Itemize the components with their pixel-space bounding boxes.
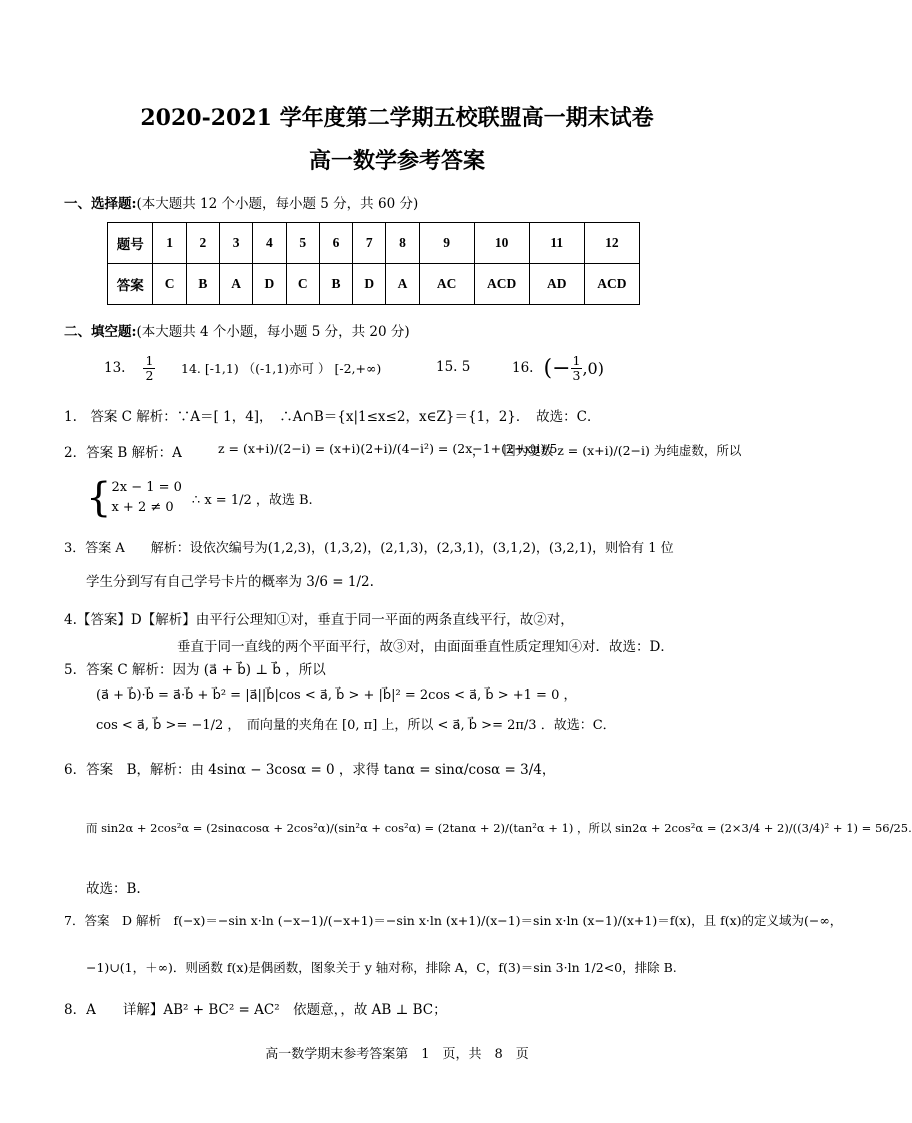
table-cell: 5 [286,223,319,264]
left-brace-icon: { [86,475,112,521]
q13-frac-num: 1 [145,352,154,368]
q1-solution: 1. 答案 C 解析：∵A＝[ 1，4]， ∴A∩B＝{x|1≤x≤2，x∈Z}＝{1，2}． 故选：C． [64,409,601,425]
q3-line2: 学生分到写有自己学号卡片的概率为 3/6 = 1/2. [86,574,374,590]
section-choice-note: (本大题共 12 个小题，每小题 5 分，共 60 分) [136,196,419,212]
q2-system-lines [111,478,181,518]
table-cell: C [286,264,319,305]
fill-q15: 15. 5 [436,359,471,375]
table-cell: AC [419,264,474,305]
fill-q14: 14. [-1,1) （(-1,1)亦可 ） [-2,+∞) [181,361,382,376]
q13-fraction [143,354,155,383]
table-cell: C [153,264,186,305]
table-row-answers [108,264,640,305]
table-cell: 11 [529,223,584,264]
table-cell: 3 [219,223,252,264]
section-choice-label: 一、选择题: [64,196,137,212]
table-cell: B [319,264,352,305]
q16-open: (− [543,355,571,381]
section-fill-note: (本大题共 4 个小题，每小题 5 分，共 20 分) [136,324,410,340]
q6-line1: 6．答案 B，解析：由 4sinα − 3cosα = 0 ，求得 tanα = sinα/cosα = 3/4， [64,762,556,778]
table-cell: AD [529,264,584,305]
q3-line1: 3．答案 A 解析：设依次编号为(1,2,3)，(1,3,2)，(2,1,3)，(2,3,1)，(3,1,2)，(3,2,1)，则恰有 1 位 [64,541,674,556]
q6-line2: 而 sin2α + 2cos²α = (2sinαcosα + 2cos²α)/(sin²α + cos²α) = (2tanα + 2)/(tan²α + 1) ，所以 sin2α + 2cos²α = (2×3/4 + 2)/((3/4)² + 1) = 56/25. [86,821,912,835]
q2-sys-line2: x + 2 ≠ 0 [111,500,174,515]
table-cell: B [186,264,219,305]
q2-formula: z = (x+i)/(2−i) = (x+i)(2+i)/(4−i²) = (2x−1+(2+x)i)/5 [218,441,558,456]
table-cell: 10 [474,223,529,264]
table-cell: ACD [474,264,529,305]
answer-table [107,222,640,305]
fill-q13 [104,350,155,386]
q4-line1: 4.【答案】D【解析】由平行公理知①对，垂直于同一平面的两条直线平行，故②对， [64,612,574,628]
q5-line3: cos < a⃗, b⃗ >= −1/2 ， 而向量的夹角在 [0, π] 上，所以 < a⃗, b⃗ >= 2π/3 ．故选：C． [96,718,616,733]
q13-number: 13. [104,360,126,376]
table-cell: ACD [584,264,639,305]
answer-key-title: 高一数学参考答案 [308,148,485,174]
table-cell: 1 [153,223,186,264]
q2-lead: 2．答案 B 解析：A [64,445,182,461]
table-cell: 9 [419,223,474,264]
q5-line2: (a⃗ + b⃗)·b⃗ = a⃗·b⃗ + b⃗² = |a⃗||b⃗|cos < a⃗, b⃗ > + |b⃗|² = 2cos < a⃗, b⃗ > +1 = 0 ， [96,688,577,703]
q8-line: 8．A 详解】AB² + BC² = AC² 依题意，，故 AB ⊥ BC； [64,1002,447,1018]
q5-line1: 5．答案 C 解析：因为 (a⃗ + b⃗) ⊥ b⃗ ，所以 [64,662,326,678]
table-cell: A [386,264,419,305]
table-row-numbers [108,223,640,264]
q16-close: ,0) [582,358,604,378]
q6-line3: 故选：B. [86,881,141,897]
q13-frac-den: 2 [145,367,154,383]
table-cell: D [253,264,286,305]
exam-title: 2020-2021 学年度第二学期五校联盟高一期末试卷 [140,105,654,131]
fill-q16 [512,348,604,388]
q16-frac-num: 1 [572,352,581,368]
q4-line2: 垂直于同一直线的两个平面平行，故③对，由面面垂直性质定理知④对．故选：D． [177,639,674,655]
table-cell: 7 [353,223,386,264]
table-cell: 4 [253,223,286,264]
q2-tail: ， 因为复数 z = (x+i)/(2−i) 为纯虚数，所以 [472,443,742,458]
table-cell: 8 [386,223,419,264]
table-cell: 6 [319,223,352,264]
page-footer: 高一数学期末参考答案第 1 页，共 8 页 [265,1047,529,1062]
q16-number: 16. [512,360,534,376]
table-cell: 12 [584,223,639,264]
table-row-label: 答案 [108,264,153,305]
table-cell: A [219,264,252,305]
q2-sys-line1: 2x − 1 = 0 [111,480,182,495]
q2-system [86,475,313,521]
q16-frac-den: 3 [572,367,581,383]
q7-line2: −1)∪(1，＋∞)．则函数 f(x)是偶函数，图象关于 y 轴对称，排除 A，C，f(3)＝sin 3·ln 1/2<0，排除 B. [86,960,677,975]
section-fill-heading [64,320,410,340]
table-cell: 2 [186,223,219,264]
q2-conclusion: ∴ x = 1/2 ，故选 B. [191,492,313,508]
table-row-label: 题号 [108,223,153,264]
section-choice-heading [64,192,418,212]
section-fill-label: 二、填空题: [64,324,137,340]
q7-line1: 7．答案 D 解析 f(−x)＝−sin x·ln (−x−1)/(−x+1)＝−sin x·ln (x+1)/(x−1)＝sin x·ln (x−1)/(x+1)＝f(x)，且 f(x)的定义域为(−∞， [64,913,843,928]
table-cell: D [353,264,386,305]
q16-fraction [571,354,583,383]
